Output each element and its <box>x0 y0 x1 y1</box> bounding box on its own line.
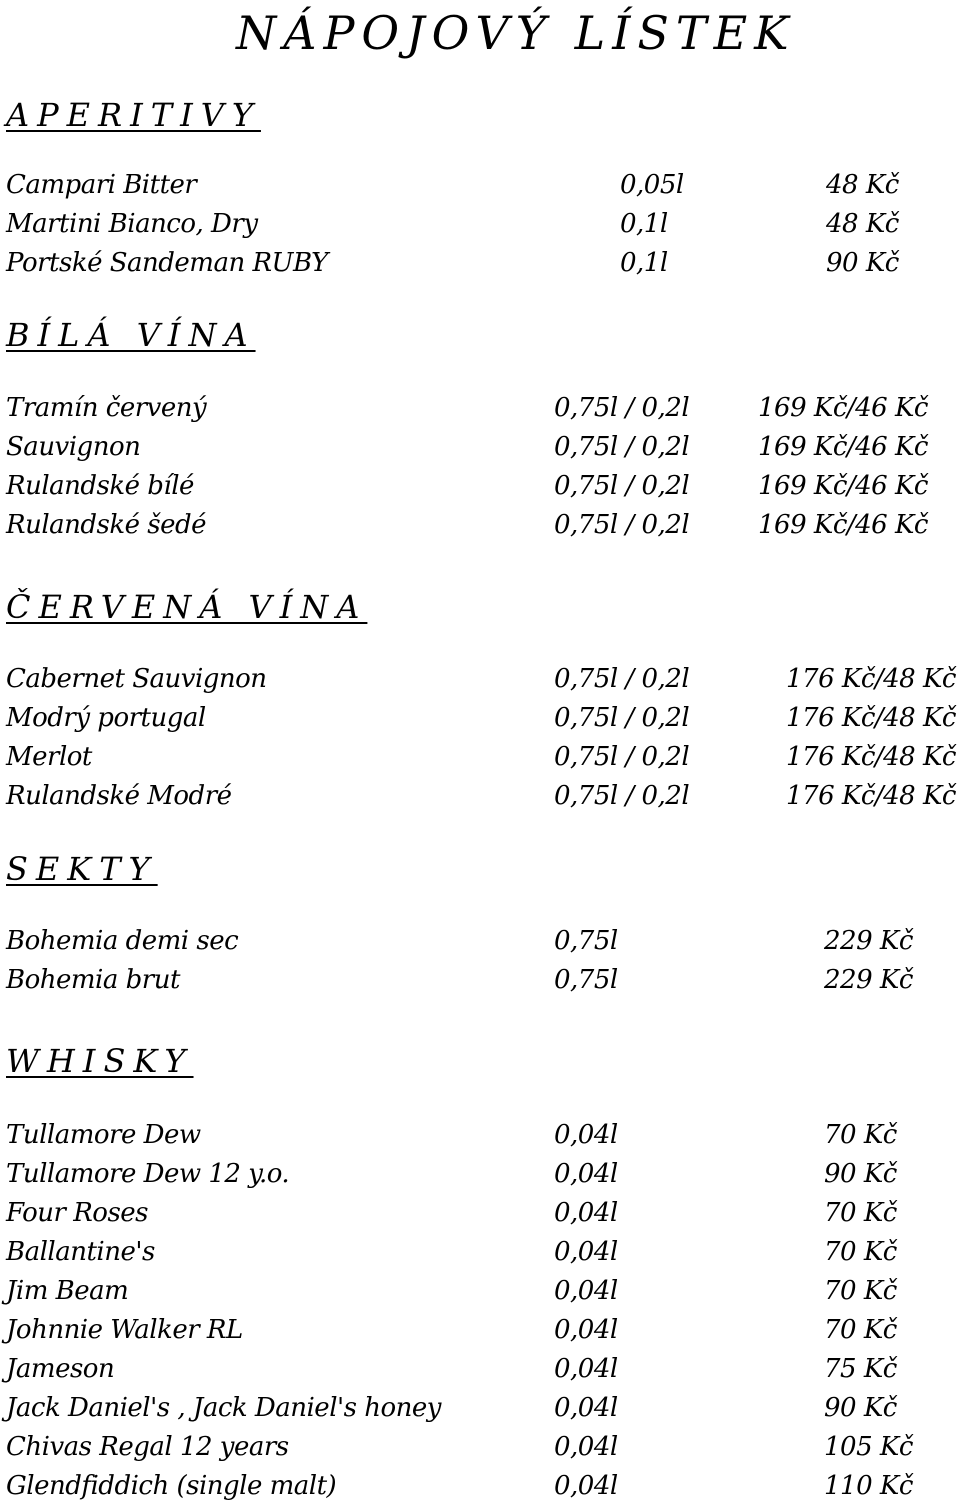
section-heading-aperitivy: APERITIVY <box>6 96 261 134</box>
item-volume: 0,04l <box>554 1276 618 1306</box>
section-heading-sekty: SEKTY <box>6 850 158 888</box>
item-name: Tramín červený <box>6 393 207 423</box>
item-volume: 0,75l / 0,2l <box>554 742 690 772</box>
item-name: Tullamore Dew 12 y.o. <box>6 1159 290 1189</box>
item-name: Jameson <box>6 1354 115 1384</box>
menu-item-row <box>6 703 956 741</box>
item-volume: 0,04l <box>554 1393 618 1423</box>
item-price: 176 Kč/48 Kč <box>786 742 956 772</box>
item-price: 70 Kč <box>824 1198 897 1228</box>
menu-item-row <box>6 209 956 247</box>
item-price: 229 Kč <box>824 926 913 956</box>
item-price: 169 Kč/46 Kč <box>758 471 928 501</box>
menu-item-row <box>6 1159 956 1197</box>
item-name: Rulandské šedé <box>6 510 207 540</box>
menu-item-row <box>6 1393 956 1431</box>
item-price: 169 Kč/46 Kč <box>758 510 928 540</box>
item-volume: 0,75l / 0,2l <box>554 781 690 811</box>
item-price: 176 Kč/48 Kč <box>786 781 956 811</box>
item-volume: 0,75l <box>554 965 618 995</box>
item-volume: 0,75l / 0,2l <box>554 432 690 462</box>
item-volume: 0,04l <box>554 1237 618 1267</box>
item-name: Campari Bitter <box>6 170 197 200</box>
item-price: 110 Kč <box>824 1471 913 1501</box>
item-price: 70 Kč <box>824 1276 897 1306</box>
item-volume: 0,75l / 0,2l <box>554 471 690 501</box>
item-name: Johnnie Walker RL <box>6 1315 243 1345</box>
item-name: Ballantine's <box>6 1237 155 1267</box>
menu-item-row <box>6 170 956 208</box>
menu-item-row <box>6 432 956 470</box>
item-name: Jim Beam <box>6 1276 129 1306</box>
item-name: Rulandské Modré <box>6 781 232 811</box>
item-price: 70 Kč <box>824 1315 897 1345</box>
item-price: 90 Kč <box>824 1159 897 1189</box>
item-price: 176 Kč/48 Kč <box>786 703 956 733</box>
item-volume: 0,1l <box>620 209 668 239</box>
menu-item-row <box>6 965 956 1003</box>
item-volume: 0,05l <box>620 170 684 200</box>
section-heading-bila-vina: BÍLÁ VÍNA <box>6 316 256 354</box>
item-price: 48 Kč <box>826 170 899 200</box>
item-name: Portské Sandeman RUBY <box>6 248 328 278</box>
item-price: 75 Kč <box>824 1354 897 1384</box>
item-name: Tullamore Dew <box>6 1120 201 1150</box>
menu-item-row <box>6 1432 956 1470</box>
item-volume: 0,75l / 0,2l <box>554 703 690 733</box>
item-price: 176 Kč/48 Kč <box>786 664 956 694</box>
item-price: 90 Kč <box>824 1393 897 1423</box>
item-price: 70 Kč <box>824 1237 897 1267</box>
item-volume: 0,04l <box>554 1471 618 1501</box>
menu-item-row <box>6 393 956 431</box>
item-volume: 0,04l <box>554 1432 618 1462</box>
menu-item-row <box>6 1471 956 1509</box>
menu-item-row <box>6 1198 956 1236</box>
menu-item-row <box>6 1120 956 1158</box>
item-price: 169 Kč/46 Kč <box>758 393 928 423</box>
item-name: Rulandské bílé <box>6 471 194 501</box>
item-volume: 0,04l <box>554 1354 618 1384</box>
item-name: Glendfiddich (single malt) <box>6 1471 337 1501</box>
item-price: 48 Kč <box>826 209 899 239</box>
menu-item-row <box>6 1237 956 1275</box>
menu-item-row <box>6 510 956 548</box>
item-volume: 0,04l <box>554 1120 618 1150</box>
menu-item-row <box>6 471 956 509</box>
item-volume: 0,04l <box>554 1159 618 1189</box>
menu-item-row <box>6 742 956 780</box>
item-volume: 0,04l <box>554 1198 618 1228</box>
item-volume: 0,75l / 0,2l <box>554 510 690 540</box>
item-price: 90 Kč <box>826 248 899 278</box>
section-heading-cervena-vina: ČERVENÁ VÍNA <box>6 588 368 626</box>
menu-item-row <box>6 926 956 964</box>
item-name: Merlot <box>6 742 92 772</box>
section-heading-whisky: WHISKY <box>6 1042 194 1080</box>
item-price: 169 Kč/46 Kč <box>758 432 928 462</box>
item-name: Modrý portugal <box>6 703 206 733</box>
menu-item-row <box>6 1354 956 1392</box>
item-name: Bohemia brut <box>6 965 180 995</box>
item-volume: 0,75l / 0,2l <box>554 393 690 423</box>
menu-item-row <box>6 781 956 819</box>
item-name: Chivas Regal 12 years <box>6 1432 289 1462</box>
item-price: 229 Kč <box>824 965 913 995</box>
menu-item-row <box>6 1276 956 1314</box>
item-price: 105 Kč <box>824 1432 913 1462</box>
item-name: Four Roses <box>6 1198 149 1228</box>
menu-item-row <box>6 664 956 702</box>
item-name: Martini Bianco, Dry <box>6 209 258 239</box>
item-price: 70 Kč <box>824 1120 897 1150</box>
item-name: Sauvignon <box>6 432 141 462</box>
menu-item-row <box>6 248 956 286</box>
menu-item-row <box>6 1315 956 1353</box>
item-name: Jack Daniel's , Jack Daniel's honey <box>6 1393 441 1423</box>
item-name: Cabernet Sauvignon <box>6 664 267 694</box>
item-volume: 0,75l / 0,2l <box>554 664 690 694</box>
page-title: NÁPOJOVÝ LÍSTEK <box>236 6 796 60</box>
item-volume: 0,75l <box>554 926 618 956</box>
item-volume: 0,04l <box>554 1315 618 1345</box>
item-volume: 0,1l <box>620 248 668 278</box>
item-name: Bohemia demi sec <box>6 926 239 956</box>
